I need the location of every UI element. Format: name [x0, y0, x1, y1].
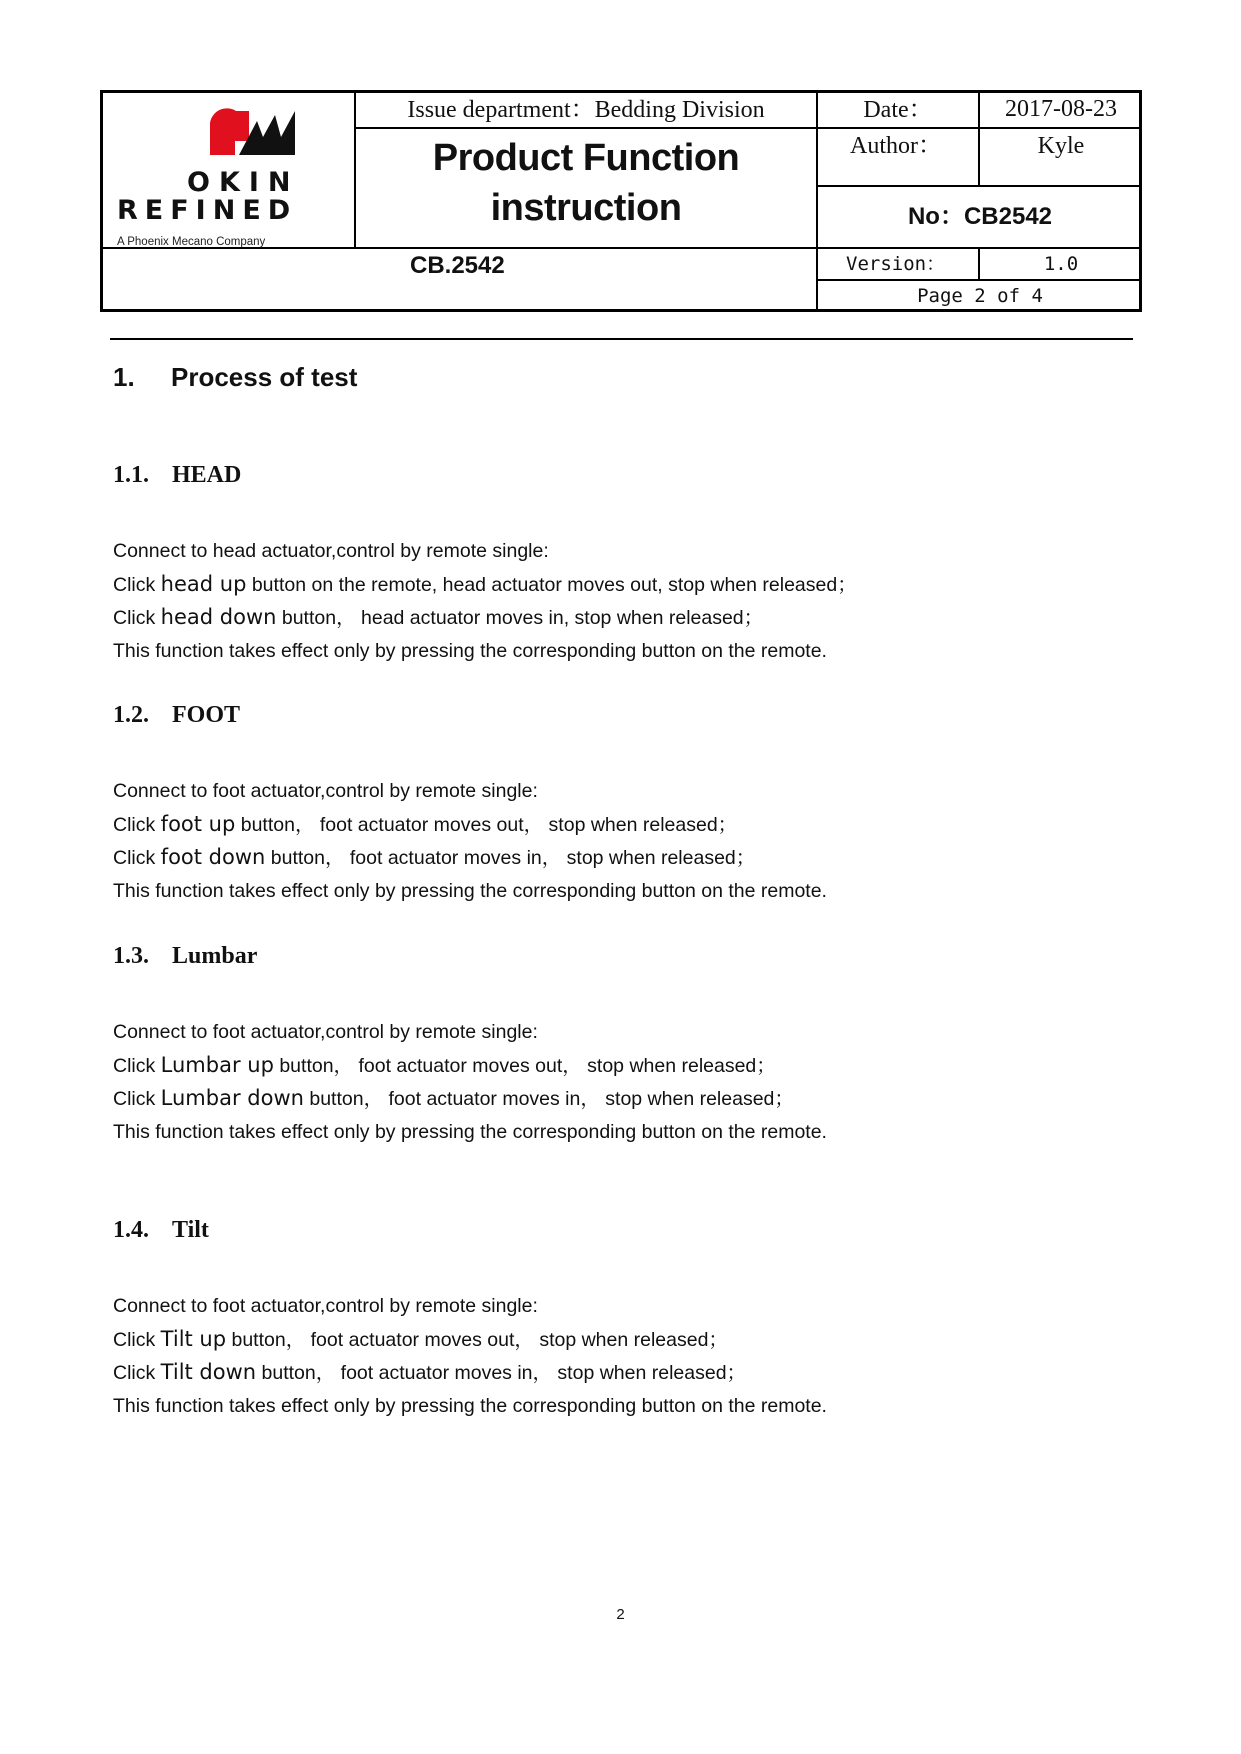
down-instruction-line — [113, 841, 827, 875]
up-instruction-line — [113, 1049, 827, 1083]
issue-department: Issue department：Bedding Division — [407, 97, 765, 123]
instruction-text: button on the remote, head actuator moves out, stop when released； — [246, 573, 857, 596]
subsection-number: 1.1. — [113, 462, 149, 488]
subsection-body-head — [113, 535, 857, 668]
button-name: head down — [160, 605, 277, 630]
up-instruction-line — [113, 808, 827, 842]
click-prefix: Click — [113, 607, 161, 630]
author-label: Author： — [850, 133, 942, 159]
subsection-title: FOOT — [172, 702, 241, 728]
product-code: CB.2542 — [410, 252, 505, 279]
document-header-table — [100, 90, 1142, 312]
logo-brand-top: OKIN — [187, 167, 300, 198]
subsection-body-lumbar — [113, 1016, 827, 1149]
button-name: Tilt up — [160, 1326, 227, 1351]
instruction-text: button， foot actuator moves in， stop when released； — [303, 1088, 794, 1111]
button-name: Lumbar down — [160, 1086, 304, 1111]
version-value: 1.0 — [1043, 253, 1079, 275]
click-prefix: Click — [113, 847, 161, 870]
author-value: Kyle — [1037, 133, 1085, 159]
subsection-title: Lumbar — [172, 943, 258, 969]
version-label: Version： — [846, 253, 946, 275]
instruction-text: button， foot actuator moves out， stop when released； — [235, 813, 738, 836]
instruction-text: button， foot actuator moves out， stop when released； — [273, 1054, 776, 1077]
subsection-heading-head — [113, 462, 241, 489]
click-prefix: Click — [113, 1088, 161, 1111]
note-line: This function takes effect only by pressing the corresponding button on the remote. — [113, 1121, 827, 1144]
section-number: 1. — [113, 362, 135, 392]
subsection-number: 1.2. — [113, 702, 149, 728]
document-title-line1: Product Function — [432, 137, 740, 179]
instruction-text: button， foot actuator moves out， stop when released； — [226, 1328, 728, 1351]
section-title: Process of test — [171, 362, 358, 392]
subsection-body-tilt — [113, 1290, 827, 1423]
subsection-heading-tilt — [113, 1217, 209, 1244]
intro-line: Connect to foot actuator,control by remote single: — [113, 1021, 538, 1043]
document-number — [818, 187, 1142, 247]
page-number: 2 — [616, 1606, 625, 1623]
instruction-text: button， foot actuator moves in， stop when released； — [265, 847, 756, 870]
document-title — [356, 129, 816, 247]
click-prefix: Click — [113, 1362, 161, 1385]
instruction-text: button， foot actuator moves in， stop when released； — [256, 1362, 747, 1385]
section-heading — [113, 362, 357, 393]
okin-logo-icon — [115, 103, 355, 173]
document-number-label: No： — [907, 203, 964, 230]
okin-refined-logo — [115, 103, 355, 248]
logo-tagline: A Phoenix Mecano Company — [117, 236, 266, 248]
logo-brand-bottom: REFINED — [117, 195, 298, 226]
up-instruction-line — [113, 1323, 827, 1357]
click-prefix: Click — [113, 573, 161, 596]
subsection-title: HEAD — [172, 462, 242, 488]
subsection-body-foot — [113, 775, 827, 908]
button-name: Tilt down — [160, 1360, 257, 1385]
down-instruction-line — [113, 601, 857, 635]
down-instruction-line — [113, 1356, 827, 1390]
button-name: Lumbar up — [160, 1052, 274, 1077]
click-prefix: Click — [113, 1328, 161, 1351]
down-instruction-line — [113, 1082, 827, 1116]
subsection-heading-lumbar — [113, 943, 257, 970]
subsection-number: 1.4. — [113, 1217, 149, 1243]
subsection-title: Tilt — [172, 1217, 209, 1243]
button-name: foot down — [160, 845, 266, 870]
button-name: head up — [160, 571, 247, 596]
intro-line: Connect to foot actuator,control by remote single: — [113, 780, 538, 802]
document-title-line2: instruction — [490, 187, 682, 229]
note-line: This function takes effect only by pressing the corresponding button on the remote. — [113, 640, 827, 663]
up-instruction-line — [113, 568, 857, 602]
date-value: 2017-08-23 — [1005, 96, 1117, 122]
date-label: Date： — [863, 97, 933, 123]
subsection-heading-foot — [113, 702, 240, 729]
intro-line: Connect to head actuator,control by remote single: — [113, 540, 549, 562]
click-prefix: Click — [113, 1054, 161, 1077]
note-line: This function takes effect only by pressing the corresponding button on the remote. — [113, 880, 827, 903]
intro-line: Connect to foot actuator,control by remote single: — [113, 1295, 538, 1317]
click-prefix: Click — [113, 813, 161, 836]
button-name: foot up — [160, 811, 236, 836]
note-line: This function takes effect only by pressing the corresponding button on the remote. — [113, 1395, 827, 1418]
instruction-text: button， head actuator moves in, stop when released； — [276, 607, 764, 630]
header-divider — [110, 338, 1133, 340]
page-info: Page 2 of 4 — [917, 285, 1043, 307]
subsection-number: 1.3. — [113, 943, 149, 969]
document-number-value: CB2542 — [963, 203, 1053, 230]
